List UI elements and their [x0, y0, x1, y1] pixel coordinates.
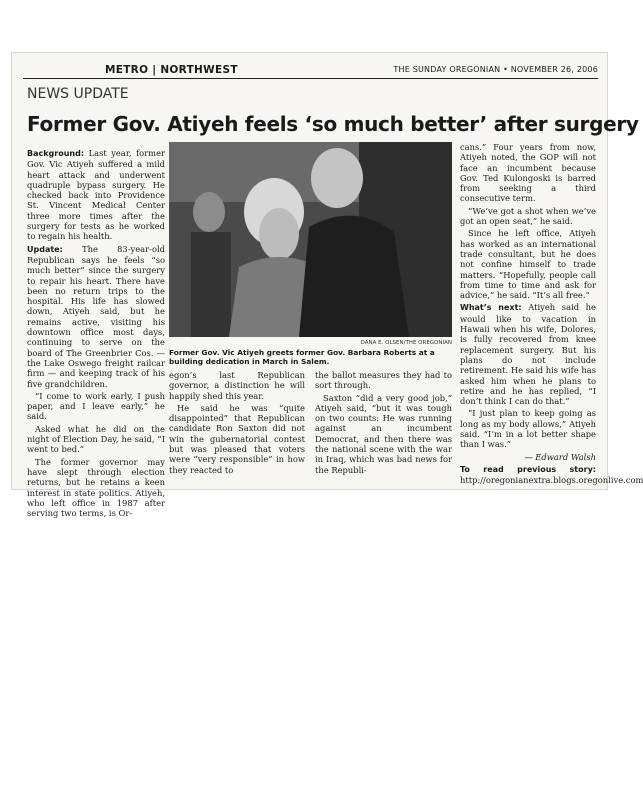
photo-image: [169, 142, 452, 337]
read-previous-url: http://oregonianextra.blogs.oregonlive.com: [460, 475, 643, 486]
paragraph: Asked what he did on the night of Election Day, he said, “I went to bed.”: [27, 423, 165, 455]
masthead: [23, 64, 598, 79]
photo-caption: Former Gov. Vic Atiyeh greets former Gov. Barbara Roberts at a building dedication in March in Salem.: [169, 348, 435, 366]
paragraph: The former governor may have slept through election returns, but he retains a keen interest in state politics. Atiyeh, who left office in 1987 after serving two terms, is Or-: [27, 456, 165, 519]
paragraph: cans.” Four years from now, Atiyeh noted, the GOP will not face an incumbent because Gov. Ted Kulongoski is barred from seeking a third consecutive term.: [460, 142, 596, 204]
news-photo: [169, 142, 452, 337]
article-column-1: [27, 148, 165, 520]
read-previous-label: To read previous story:: [460, 464, 596, 474]
paragraph: Saxton “did a very good job,” Atiyeh said, “but it was tough on two counts: He was running against an incumbent Democrat, and then there was the national scene with the war in Iraq, which was bad news for the Republi-: [315, 392, 452, 475]
background-text: Last year, former Gov. Vic Atiyeh suffered a mild heart attack and underwent quadruple bypass surgery. He checked back into Providence St. Vincent Medical Center three more times after the surgery for tests as he worked to regain his health.: [27, 148, 166, 242]
article-column-2: [169, 370, 305, 477]
headline: Former Gov. Atiyeh feels ‘so much better’ after surgery: [27, 112, 639, 136]
article-column-3: [315, 370, 452, 477]
paragraph: Since he left office, Atiyeh has worked as an international trade consultant, but he does not confine himself to trade matters. “Hopefully, people call from time to time and ask for advice,” he said. “It’s all free.”: [460, 228, 596, 301]
paragraph: He said he was “quite disappointed” that Republican candidate Ron Saxton did not win the gubernatorial contest but was pleased that voters were “very responsible” in how they reacted to: [169, 402, 305, 475]
paper-date-line: THE SUNDAY OREGONIAN • NOVEMBER 26, 2006: [393, 65, 598, 74]
photo-credit: DANA E. OLSEN/THE OREGONIAN: [360, 340, 452, 346]
paragraph: “I come to work early, I push paper, and I leave early,” he said.: [27, 390, 165, 422]
paragraph: “We’ve got a shot when we’ve got an open seat,” he said.: [460, 205, 596, 227]
paragraph: “I just plan to keep going as long as my body allows,” Atiyeh said. “I’m in a lot better shape than I was.”: [460, 408, 596, 450]
kicker: NEWS UPDATE: [27, 86, 129, 102]
whats-next-label: What’s next:: [460, 303, 522, 313]
byline: — Edward Walsh: [524, 451, 596, 462]
update-text: The 83-year-old Republican says he feels “so much better” since the surgery to repair his heart. There have been no return trips to the hospital. His life has slowed down, Atiyeh said, but he remains active, visiting his downtown office most days, continuing to serve on the board of The Greenbrier Cos. — the Lake Oswego freight railcar firm — and keeping track of his five grandchildren.: [27, 243, 166, 389]
update-label: Update:: [27, 244, 63, 254]
article-column-4: [460, 142, 643, 488]
whats-next-text: Atiyeh said he would like to vacation in Hawaii when his wife, Dolores, is fully recovered from knee replacement surgery. But his plans do not include retirement. He said his wife has asked him when he plans to retire and he has replied, “I don’t think I can do that.”: [460, 302, 596, 407]
section-name: METRO | NORTHWEST: [105, 64, 238, 76]
background-label: Background:: [27, 149, 85, 158]
paragraph: the ballot measures they had to sort through.: [315, 370, 452, 391]
newspaper-clipping: [11, 52, 643, 519]
paragraph: egon’s last Republican governor, a distinction he will happily shed this year.: [169, 370, 305, 401]
